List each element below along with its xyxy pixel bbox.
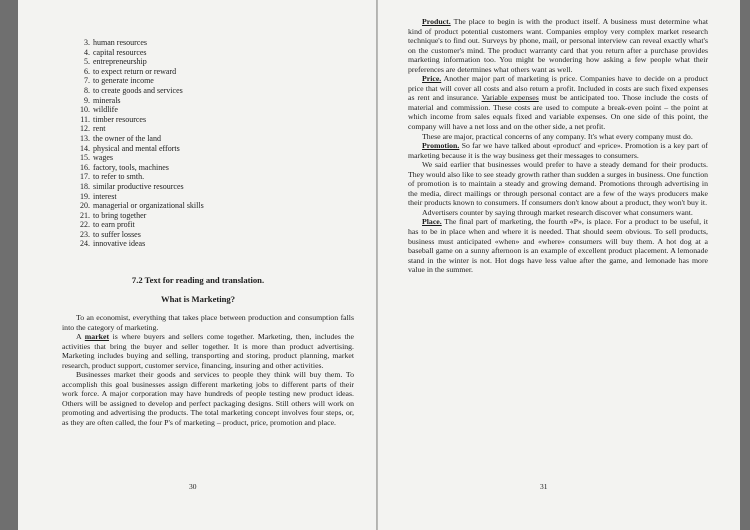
paragraph: To an economist, everything that takes place between production and consumption falls into the category of marketing. (62, 313, 354, 332)
paragraph-product: Product. The place to begin is with the product itself. A business must determine what kind of product potential customers want. Companies employ very complex market research technique's to find out. Surveys by phone, mail, or personal interview can reveal exactly what's on the customer's mind. The product warranty card that you return after a purchase provides marketing information too. You might be wondering how asking a few people what their preferences are determines what others want as well. (408, 17, 708, 74)
paragraph: Businesses market their goods and services to people they think will buy them. To accomplish this goal businesses assign different marketing jobs to different parts of their work force. A major corporation may have hundreds of people testing new product ideas. Others will be assigned to develop and perfect packaging designs. Still others will work on promoting and advertising the products. The total marketing concept involves four steps, or, as they are often called, the four P's of marketing – product, price, promotion and place. (62, 370, 354, 428)
vocab-item: 19. interest (80, 191, 117, 201)
vocab-item: 21. to bring together (80, 210, 147, 220)
vocab-item: 12. rent (80, 124, 106, 134)
vocabulary-list (76, 38, 336, 249)
left-page (18, 0, 376, 530)
paragraph: These are major, practical concerns of any company. It's what every company must do. (422, 131, 693, 141)
term-variable-expenses: Variable expenses (481, 93, 539, 103)
vocab-item: 11. timber resources (80, 114, 147, 124)
vocab-item: 4. capital resources (84, 47, 147, 57)
page-number: 31 (540, 482, 548, 491)
term-price: Price. (422, 74, 442, 84)
text-title: What is Marketing? (161, 294, 235, 304)
vocab-item: 20. managerial or organizational skills (80, 201, 204, 211)
vocab-item: 14. physical and mental efforts (80, 143, 180, 153)
right-page (378, 0, 740, 530)
term-promotion: Promotion. (422, 141, 460, 151)
vocab-item: 6. to expect return or reward (84, 66, 177, 76)
vocab-item: 13. the owner of the land (80, 133, 161, 143)
vocab-item: 5. entrepreneurship (84, 57, 147, 67)
paragraph-promotion: Promotion. So far we have talked about «product' and «price». Promotion is a key part of marketing because it is the way business get their messages to consumers. (408, 141, 708, 160)
paragraph: A market is where buyers and sellers come together. Marketing, then, includes the activities that bring the buyer and seller together. It is more than product advertising. Marketing includes buying and selling, transporting and storing, product planning, market research, product support, customer service, financing, insuring and other activities. (62, 332, 354, 370)
vocab-item: 10. wildlife (80, 105, 118, 115)
vocab-item: 22. to earn profit (80, 220, 135, 230)
vocab-item: 17. to refer to smth. (80, 172, 145, 182)
page-number: 30 (189, 482, 197, 491)
term-product: Product. (422, 17, 451, 26)
paragraph: We said earlier that businesses would prefer to have a steady demand for their products. They would also like to see steady growth rather than sudden a surges in business. One function of promotion is to maintain a steady and growing demand. Promotions through advertising in the media, direct mailings or through personal contact are a few of the ways producers make their products known to consumers. If consumers don't know about a product, they won't buy it. (408, 160, 708, 208)
paragraph-price: Price. Another major part of marketing is price. Companies have to decide on a product price that will cover all costs and also return a profit. Included in costs are such fixed expenses as rent and insurance. Variable expenses must be anticipated too. Those include the costs of material and commission. These costs are used to compute a break-even point – the point at which income from sales equals fixed and variable expenses. On one side of this point, the company will have a net loss and on the other side, a net profit. (408, 74, 708, 132)
vocab-item: 18. similar productive resources (80, 181, 184, 191)
right-body-text (408, 17, 708, 275)
vocab-item: 8. to create goods and services (84, 85, 183, 95)
vocab-item: 16. factory, tools, machines (80, 162, 169, 172)
vocab-item: 23. to suffer losses (80, 229, 141, 239)
section-heading: 7.2 Text for reading and translation. (131, 275, 265, 285)
vocab-item: 7. to generate income (84, 76, 154, 86)
vocab-item: 9. minerals (84, 95, 121, 105)
term-place: Place. (422, 217, 442, 227)
paragraph-place: Place. The final part of marketing, the fourth «P», is place. For a product to be useful, it has to be in place when and where it is needed. That should seem obvious. To sell products, business must anticipated «when» and «where» consumers will buy them. A hot dog at a baseball game on a sunny afternoon is an example of excellent product placement. A lemonade stand in the winter is not. Hot dogs have less value after the game, and lemonade has more value in the summer. (408, 217, 708, 275)
paragraph: Advertisers counter by saying through market research discover what consumers want. (422, 207, 693, 217)
vocab-item: 24. innovative ideas (80, 239, 146, 249)
left-body-text (62, 313, 354, 428)
vocab-item: 15. wages (80, 153, 113, 163)
vocab-item: 3. human resources (84, 38, 147, 47)
term-market: market (84, 332, 110, 342)
